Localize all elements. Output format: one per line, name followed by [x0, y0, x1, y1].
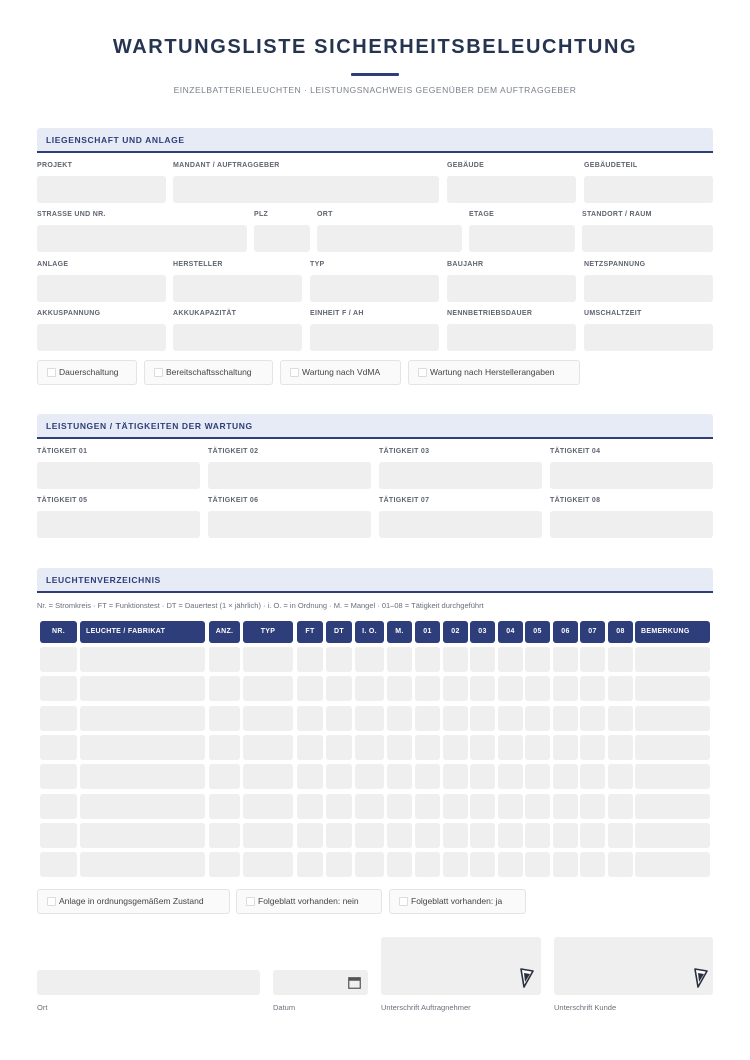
field-label: TÄTIGKEIT 07	[379, 497, 430, 504]
checkbox-label: Folgeblatt vorhanden: nein	[258, 896, 359, 906]
checkbox-label: Anlage in ordnungsgemäßem Zustand	[59, 896, 204, 906]
checkbox-box[interactable]	[47, 897, 56, 906]
table-cell-01[interactable]	[415, 676, 440, 701]
table-cell-leuchte-fabrikat[interactable]	[80, 676, 205, 701]
checkbox-box[interactable]	[154, 368, 163, 377]
table-cell-05[interactable]	[525, 852, 550, 877]
table-row	[0, 794, 750, 819]
netzspannung-field[interactable]	[584, 275, 713, 302]
checkbox-box[interactable]	[290, 368, 299, 377]
field-label: TÄTIGKEIT 05	[37, 497, 88, 504]
table-cell-anz[interactable]	[209, 794, 240, 819]
table-cell-typ[interactable]	[243, 764, 293, 789]
table-cell-04[interactable]	[498, 735, 523, 760]
field-label: HERSTELLER	[173, 261, 223, 268]
table-cell-leuchte-fabrikat[interactable]	[80, 647, 205, 672]
column-header-typ: TYP	[243, 621, 293, 643]
field-label: TÄTIGKEIT 08	[550, 497, 601, 504]
table-cell-04[interactable]	[498, 852, 523, 877]
field-label: TÄTIGKEIT 01	[37, 448, 88, 455]
table-row	[0, 764, 750, 789]
field-label: STRASSE UND NR.	[37, 211, 106, 218]
table-cell-dt[interactable]	[326, 852, 352, 877]
taetigkeit-06-field[interactable]	[208, 511, 371, 538]
wartung-nach-vdma-checkbox[interactable]	[280, 360, 401, 385]
table-cell-06[interactable]	[553, 676, 578, 701]
table-cell-08[interactable]	[608, 852, 633, 877]
column-header-02: 02	[443, 621, 468, 643]
table-cell-i-o[interactable]	[355, 676, 384, 701]
table-cell-typ[interactable]	[243, 852, 293, 877]
table-cell-bemerkung[interactable]	[635, 794, 710, 819]
table-cell-06[interactable]	[553, 852, 578, 877]
table-cell-m[interactable]	[387, 764, 412, 789]
table-cell-dt[interactable]	[326, 676, 352, 701]
table-cell-04[interactable]	[498, 706, 523, 731]
page-title: WARTUNGSLISTE SICHERHEITSBELEUCHTUNG	[112, 36, 638, 58]
table-cell-m[interactable]	[387, 735, 412, 760]
table-cell-01[interactable]	[415, 764, 440, 789]
table-cell-04[interactable]	[498, 764, 523, 789]
table-cell-06[interactable]	[553, 647, 578, 672]
field-label: GEBÄUDETEIL	[584, 162, 638, 169]
column-header-dt: DT	[326, 621, 352, 643]
table-cell-leuchte-fabrikat[interactable]	[80, 764, 205, 789]
table-cell-01[interactable]	[415, 823, 440, 848]
table-cell-m[interactable]	[387, 794, 412, 819]
table-cell-i-o[interactable]	[355, 706, 384, 731]
column-header-i-o: I. O.	[355, 621, 384, 643]
table-cell-03[interactable]	[470, 735, 495, 760]
column-header-04: 04	[498, 621, 523, 643]
einheit-f-ah-field[interactable]	[310, 324, 439, 351]
table-cell-08[interactable]	[608, 647, 633, 672]
table-cell-03[interactable]	[470, 647, 495, 672]
table-cell-anz[interactable]	[209, 764, 240, 789]
table-row	[0, 647, 750, 672]
taetigkeit-07-field[interactable]	[379, 511, 542, 538]
table-cell-typ[interactable]	[243, 676, 293, 701]
field-label: MANDANT / AUFTRAGGEBER	[173, 162, 280, 169]
title-rule	[351, 73, 399, 76]
table-cell-nr[interactable]	[40, 764, 77, 789]
table-cell-03[interactable]	[470, 852, 495, 877]
field-label: PLZ	[254, 211, 269, 218]
table-cell-07[interactable]	[580, 647, 605, 672]
field-label: GEBÄUDE	[447, 162, 485, 169]
table-cell-nr[interactable]	[40, 794, 77, 819]
column-header-m: M.	[387, 621, 412, 643]
etage-field[interactable]	[469, 225, 575, 252]
table-cell-07[interactable]	[580, 794, 605, 819]
standort-raum-field[interactable]	[582, 225, 713, 252]
contractor-signature-label: Unterschrift Auftragnehmer	[381, 1003, 471, 1012]
table-cell-07[interactable]	[580, 823, 605, 848]
field-label: ETAGE	[469, 211, 495, 218]
akkuspannung-field[interactable]	[37, 324, 166, 351]
table-cell-08[interactable]	[608, 764, 633, 789]
column-header-ft: FT	[297, 621, 323, 643]
date-label: Datum	[273, 1003, 296, 1012]
taetigkeit-08-field[interactable]	[550, 511, 713, 538]
table-cell-typ[interactable]	[243, 823, 293, 848]
gebaeudeteil-field[interactable]	[584, 176, 713, 203]
table-cell-05[interactable]	[525, 647, 550, 672]
field-label: BAUJAHR	[447, 261, 484, 268]
table-cell-i-o[interactable]	[355, 764, 384, 789]
pen-nib-icon	[520, 968, 534, 988]
folgeblatt-vorhanden-nein-checkbox[interactable]	[236, 889, 382, 914]
column-header-06: 06	[553, 621, 578, 643]
checkbox-label: Bereitschaftsschaltung	[166, 367, 252, 377]
checkbox-box[interactable]	[418, 368, 427, 377]
customer-signature-label: Unterschrift Kunde	[554, 1003, 617, 1012]
dauerschaltung-checkbox[interactable]	[37, 360, 137, 385]
table-cell-i-o[interactable]	[355, 852, 384, 877]
table-cell-anz[interactable]	[209, 676, 240, 701]
field-label: EINHEIT F / AH	[310, 310, 364, 317]
table-cell-03[interactable]	[470, 794, 495, 819]
table-cell-03[interactable]	[470, 764, 495, 789]
date-field[interactable]	[273, 970, 368, 995]
table-cell-01[interactable]	[415, 794, 440, 819]
table-cell-typ[interactable]	[243, 706, 293, 731]
table-cell-leuchte-fabrikat[interactable]	[80, 823, 205, 848]
table-cell-dt[interactable]	[326, 764, 352, 789]
umschaltzeit-field[interactable]	[584, 324, 713, 351]
field-label: UMSCHALTZEIT	[584, 310, 642, 317]
table-cell-i-o[interactable]	[355, 647, 384, 672]
table-cell-bemerkung[interactable]	[635, 676, 710, 701]
customer-signature-field[interactable]	[554, 937, 713, 995]
table-cell-m[interactable]	[387, 852, 412, 877]
table-cell-08[interactable]	[608, 735, 633, 760]
mandant-auftraggeber-field[interactable]	[173, 176, 439, 203]
bereitschaftsschaltung-checkbox[interactable]	[144, 360, 273, 385]
baujahr-field[interactable]	[447, 275, 576, 302]
section-property-header: LIEGENSCHAFT UND ANLAGE	[37, 128, 713, 153]
column-header-leuchte-fabrikat: LEUCHTE / FABRIKAT	[80, 621, 205, 643]
folgeblatt-vorhanden-ja-checkbox[interactable]	[389, 889, 526, 914]
table-cell-05[interactable]	[525, 764, 550, 789]
table-cell-typ[interactable]	[243, 735, 293, 760]
table-cell-dt[interactable]	[326, 823, 352, 848]
table-cell-02[interactable]	[443, 676, 468, 701]
table-cell-01[interactable]	[415, 647, 440, 672]
table-cell-ft[interactable]	[297, 852, 323, 877]
table-cell-06[interactable]	[553, 794, 578, 819]
taetigkeit-04-field[interactable]	[550, 462, 713, 489]
table-cell-bemerkung[interactable]	[635, 823, 710, 848]
table-cell-02[interactable]	[443, 735, 468, 760]
table-cell-07[interactable]	[580, 764, 605, 789]
table-cell-nr[interactable]	[40, 735, 77, 760]
table-cell-nr[interactable]	[40, 647, 77, 672]
plz-field[interactable]	[254, 225, 310, 252]
table-cell-i-o[interactable]	[355, 794, 384, 819]
table-row	[0, 735, 750, 760]
checkbox-box[interactable]	[399, 897, 408, 906]
table-cell-01[interactable]	[415, 735, 440, 760]
checkbox-box[interactable]	[246, 897, 255, 906]
field-label: TÄTIGKEIT 04	[550, 448, 601, 455]
checkbox-label: Folgeblatt vorhanden: ja	[411, 896, 503, 906]
field-label: NENNBETRIEBSDAUER	[447, 310, 533, 317]
table-cell-typ[interactable]	[243, 794, 293, 819]
column-header-05: 05	[525, 621, 550, 643]
table-cell-06[interactable]	[553, 706, 578, 731]
table-cell-06[interactable]	[553, 764, 578, 789]
anlage-field[interactable]	[37, 275, 166, 302]
table-cell-07[interactable]	[580, 706, 605, 731]
table-cell-01[interactable]	[415, 852, 440, 877]
anlage-in-ordnungsgemaessem-zustand-checkbox[interactable]	[37, 889, 230, 914]
table-cell-05[interactable]	[525, 823, 550, 848]
projekt-field[interactable]	[37, 176, 166, 203]
table-cell-m[interactable]	[387, 647, 412, 672]
column-header-01: 01	[415, 621, 440, 643]
table-cell-03[interactable]	[470, 706, 495, 731]
column-header-anz: ANZ.	[209, 621, 240, 643]
field-label: PROJEKT	[37, 162, 73, 169]
gebaeude-field[interactable]	[447, 176, 576, 203]
table-cell-08[interactable]	[608, 794, 633, 819]
field-label: AKKUKAPAZITÄT	[173, 310, 237, 317]
field-label: NETZSPANNUNG	[584, 261, 646, 268]
contractor-signature-field[interactable]	[381, 937, 541, 995]
field-label: TYP	[310, 261, 325, 268]
wartung-nach-herstellerangaben-checkbox[interactable]	[408, 360, 580, 385]
table-cell-08[interactable]	[608, 706, 633, 731]
table-cell-08[interactable]	[608, 823, 633, 848]
table-cell-bemerkung[interactable]	[635, 706, 710, 731]
table-cell-07[interactable]	[580, 676, 605, 701]
table-cell-01[interactable]	[415, 706, 440, 731]
taetigkeit-05-field[interactable]	[37, 511, 200, 538]
table-cell-dt[interactable]	[326, 647, 352, 672]
field-label: TÄTIGKEIT 03	[379, 448, 430, 455]
table-cell-leuchte-fabrikat[interactable]	[80, 794, 205, 819]
field-label: STANDORT / RAUM	[582, 211, 652, 218]
table-cell-dt[interactable]	[326, 735, 352, 760]
checkbox-box[interactable]	[47, 368, 56, 377]
table-row	[0, 706, 750, 731]
table-cell-04[interactable]	[498, 676, 523, 701]
column-header-08: 08	[608, 621, 633, 643]
table-cell-05[interactable]	[525, 794, 550, 819]
place-field[interactable]	[37, 970, 260, 995]
table-cell-ft[interactable]	[297, 706, 323, 731]
table-cell-07[interactable]	[580, 852, 605, 877]
field-label: ORT	[317, 211, 333, 218]
table-row	[0, 823, 750, 848]
field-label: ANLAGE	[37, 261, 69, 268]
table-cell-nr[interactable]	[40, 852, 77, 877]
table-cell-dt[interactable]	[326, 706, 352, 731]
table-cell-03[interactable]	[470, 823, 495, 848]
table-cell-nr[interactable]	[40, 676, 77, 701]
table-cell-anz[interactable]	[209, 823, 240, 848]
table-cell-02[interactable]	[443, 764, 468, 789]
table-cell-bemerkung[interactable]	[635, 647, 710, 672]
table-cell-04[interactable]	[498, 794, 523, 819]
section-services-header: LEISTUNGEN / TÄTIGKEITEN DER WARTUNG	[37, 414, 713, 439]
column-header-bemerkung: BEMERKUNG	[635, 621, 710, 643]
table-cell-leuchte-fabrikat[interactable]	[80, 735, 205, 760]
column-header-nr: NR.	[40, 621, 77, 643]
table-cell-bemerkung[interactable]	[635, 735, 710, 760]
table-cell-bemerkung[interactable]	[635, 764, 710, 789]
taetigkeit-01-field[interactable]	[37, 462, 200, 489]
table-cell-02[interactable]	[443, 823, 468, 848]
hersteller-field[interactable]	[173, 275, 302, 302]
strasse-und-nr-field[interactable]	[37, 225, 247, 252]
taetigkeit-02-field[interactable]	[208, 462, 371, 489]
typ-field[interactable]	[310, 275, 439, 302]
column-header-07: 07	[580, 621, 605, 643]
nennbetriebsdauer-field[interactable]	[447, 324, 576, 351]
table-cell-m[interactable]	[387, 823, 412, 848]
table-cell-ft[interactable]	[297, 764, 323, 789]
table-cell-08[interactable]	[608, 676, 633, 701]
table-cell-leuchte-fabrikat[interactable]	[80, 706, 205, 731]
table-cell-04[interactable]	[498, 647, 523, 672]
table-cell-02[interactable]	[443, 794, 468, 819]
checkbox-label: Wartung nach VdMA	[302, 367, 381, 377]
table-cell-anz[interactable]	[209, 735, 240, 760]
table-cell-i-o[interactable]	[355, 823, 384, 848]
table-row	[0, 852, 750, 877]
field-label: TÄTIGKEIT 02	[208, 448, 259, 455]
table-cell-02[interactable]	[443, 852, 468, 877]
table-cell-06[interactable]	[553, 735, 578, 760]
table-cell-anz[interactable]	[209, 647, 240, 672]
taetigkeit-03-field[interactable]	[379, 462, 542, 489]
table-cell-05[interactable]	[525, 676, 550, 701]
table-cell-ft[interactable]	[297, 735, 323, 760]
table-cell-typ[interactable]	[243, 647, 293, 672]
table-cell-nr[interactable]	[40, 823, 77, 848]
calendar-icon[interactable]	[348, 977, 361, 989]
column-header-03: 03	[470, 621, 495, 643]
akkukapazitaet-field[interactable]	[173, 324, 302, 351]
page-subtitle: EINZELBATTERIELEUCHTEN · LEISTUNGSNACHWEIS GEGENÜBER DEM AUFTRAGGEBER	[173, 85, 577, 95]
table-cell-02[interactable]	[443, 647, 468, 672]
checkbox-label: Wartung nach Herstellerangaben	[430, 367, 555, 377]
lights-legend: Nr. = Stromkreis · FT = Funktionstest · DT = Dauertest (1 × jährlich) · i. O. = in Ordnung · M. = Mangel · 01–08 = Tätigkeit durchgeführt	[37, 601, 484, 610]
section-lights-header: LEUCHTENVERZEICHNIS	[37, 568, 713, 593]
table-cell-m[interactable]	[387, 706, 412, 731]
table-cell-04[interactable]	[498, 823, 523, 848]
table-cell-ft[interactable]	[297, 676, 323, 701]
table-row	[0, 676, 750, 701]
table-cell-02[interactable]	[443, 706, 468, 731]
table-cell-ft[interactable]	[297, 794, 323, 819]
table-cell-anz[interactable]	[209, 852, 240, 877]
table-cell-07[interactable]	[580, 735, 605, 760]
pen-nib-icon	[694, 968, 708, 988]
field-label: AKKUSPANNUNG	[37, 310, 101, 317]
table-cell-05[interactable]	[525, 735, 550, 760]
field-label: TÄTIGKEIT 06	[208, 497, 259, 504]
table-cell-bemerkung[interactable]	[635, 852, 710, 877]
table-cell-03[interactable]	[470, 676, 495, 701]
table-cell-dt[interactable]	[326, 794, 352, 819]
table-cell-leuchte-fabrikat[interactable]	[80, 852, 205, 877]
checkbox-label: Dauerschaltung	[59, 367, 119, 377]
place-label: Ort	[37, 1003, 48, 1012]
table-cell-m[interactable]	[387, 676, 412, 701]
table-cell-ft[interactable]	[297, 647, 323, 672]
table-cell-nr[interactable]	[40, 706, 77, 731]
table-cell-i-o[interactable]	[355, 735, 384, 760]
table-cell-ft[interactable]	[297, 823, 323, 848]
table-cell-06[interactable]	[553, 823, 578, 848]
table-cell-05[interactable]	[525, 706, 550, 731]
table-cell-anz[interactable]	[209, 706, 240, 731]
ort-field[interactable]	[317, 225, 462, 252]
